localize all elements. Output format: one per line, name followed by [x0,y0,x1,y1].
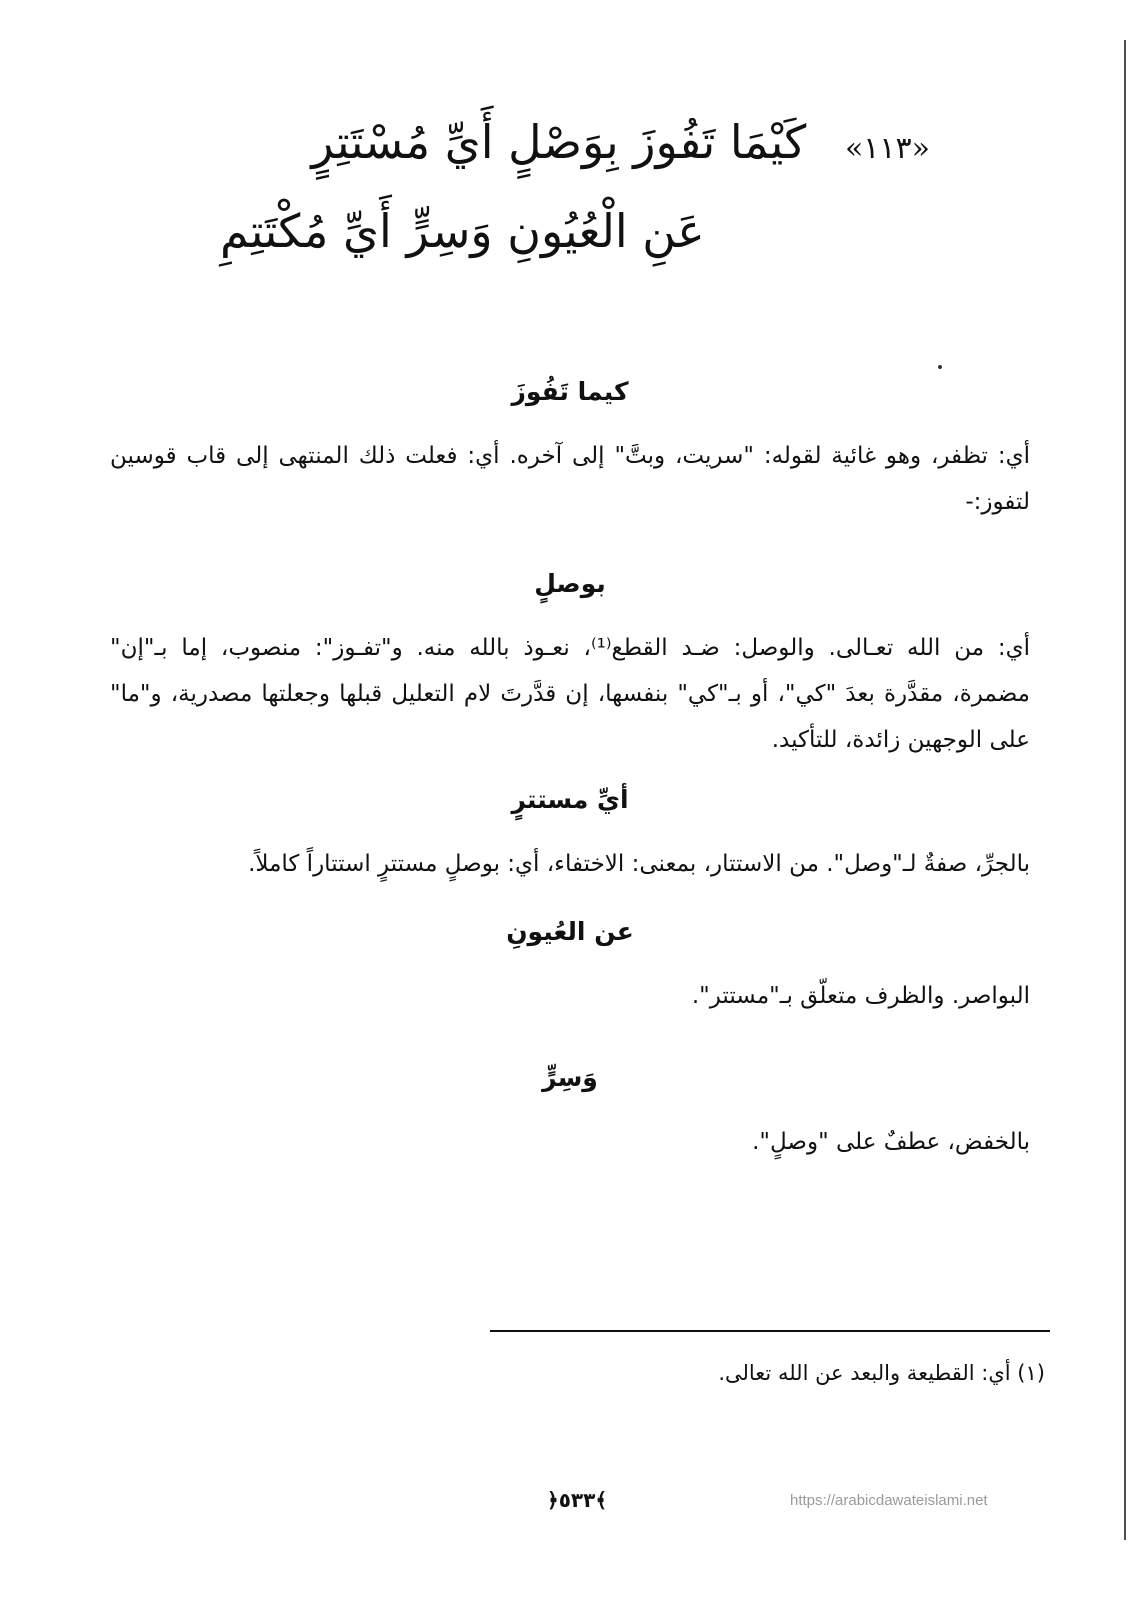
section-heading: كيما تَفُوزَ [511,377,629,406]
page-edge-line [1124,40,1126,1540]
section-heading: بوصلٍ [534,569,606,598]
section-paragraph: البواصر. والظرف متعلّق بـ"مستتر". [691,983,1030,1009]
section-paragraph: أي: من الله تعـالى. والوصل: ضـد القطع⁽¹⁾، نعـوذ بالله منه. و"تفـوز": منصوب، إما بـ"إن" مضمرة، مقدَّرة بعدَ "كي"، أو بـ"كي" بنفسها، إن قدَّرتَ لام التعليل قبلها وجعلتها مصدرية، و"ما" على الوجهين زائدة، للتأكيد. [110,635,1030,753]
verse-hemistich-first: كَيْمَا تَفُوزَ بِوَصْلٍ أَيِّ مُسْتَتِرٍ [311,115,807,169]
section-heading: وَسِرٍّ [542,1063,598,1092]
section-paragraph: أي: تظفر، وهو غائية لقوله: "سريت، وبتَّ" إلى آخره. أي: فعلت ذلك المنتهى إلى قاب قوسين لتفوز:- [110,443,1030,515]
verse-line-second [180,199,930,263]
footnote-separator [490,1330,1050,1332]
poem-verse [180,110,930,263]
watermark-url: https://arabicdawateislami.net [790,1492,988,1509]
section-heading: أيِّ مستترٍ [511,785,629,814]
verse-hemistich-second: عَنِ الْعُيُونِ وَسِرٍّ أَيِّ مُكْتَتِمِ [220,204,705,258]
section-heading: عن العُيونِ [506,917,634,946]
section-paragraph: بالجرِّ، صفةٌ لـ"وصل". من الاستتار، بمعنى: الاختفاء، أي: بوصلٍ مستترٍ استتاراً كاملاً. [248,851,1030,877]
verse-line-first [180,110,930,181]
page-number: ﴿٥٣٣﴾ [546,1488,608,1512]
section-paragraph: بالخفض، عطفٌ على "وصلٍ". [752,1129,1030,1155]
footnote: (١) أي: القطيعة والبعد عن الله تعالى. [718,1361,1045,1385]
verse-number: «١١٣» [844,131,930,166]
commentary-body [110,365,1030,1175]
